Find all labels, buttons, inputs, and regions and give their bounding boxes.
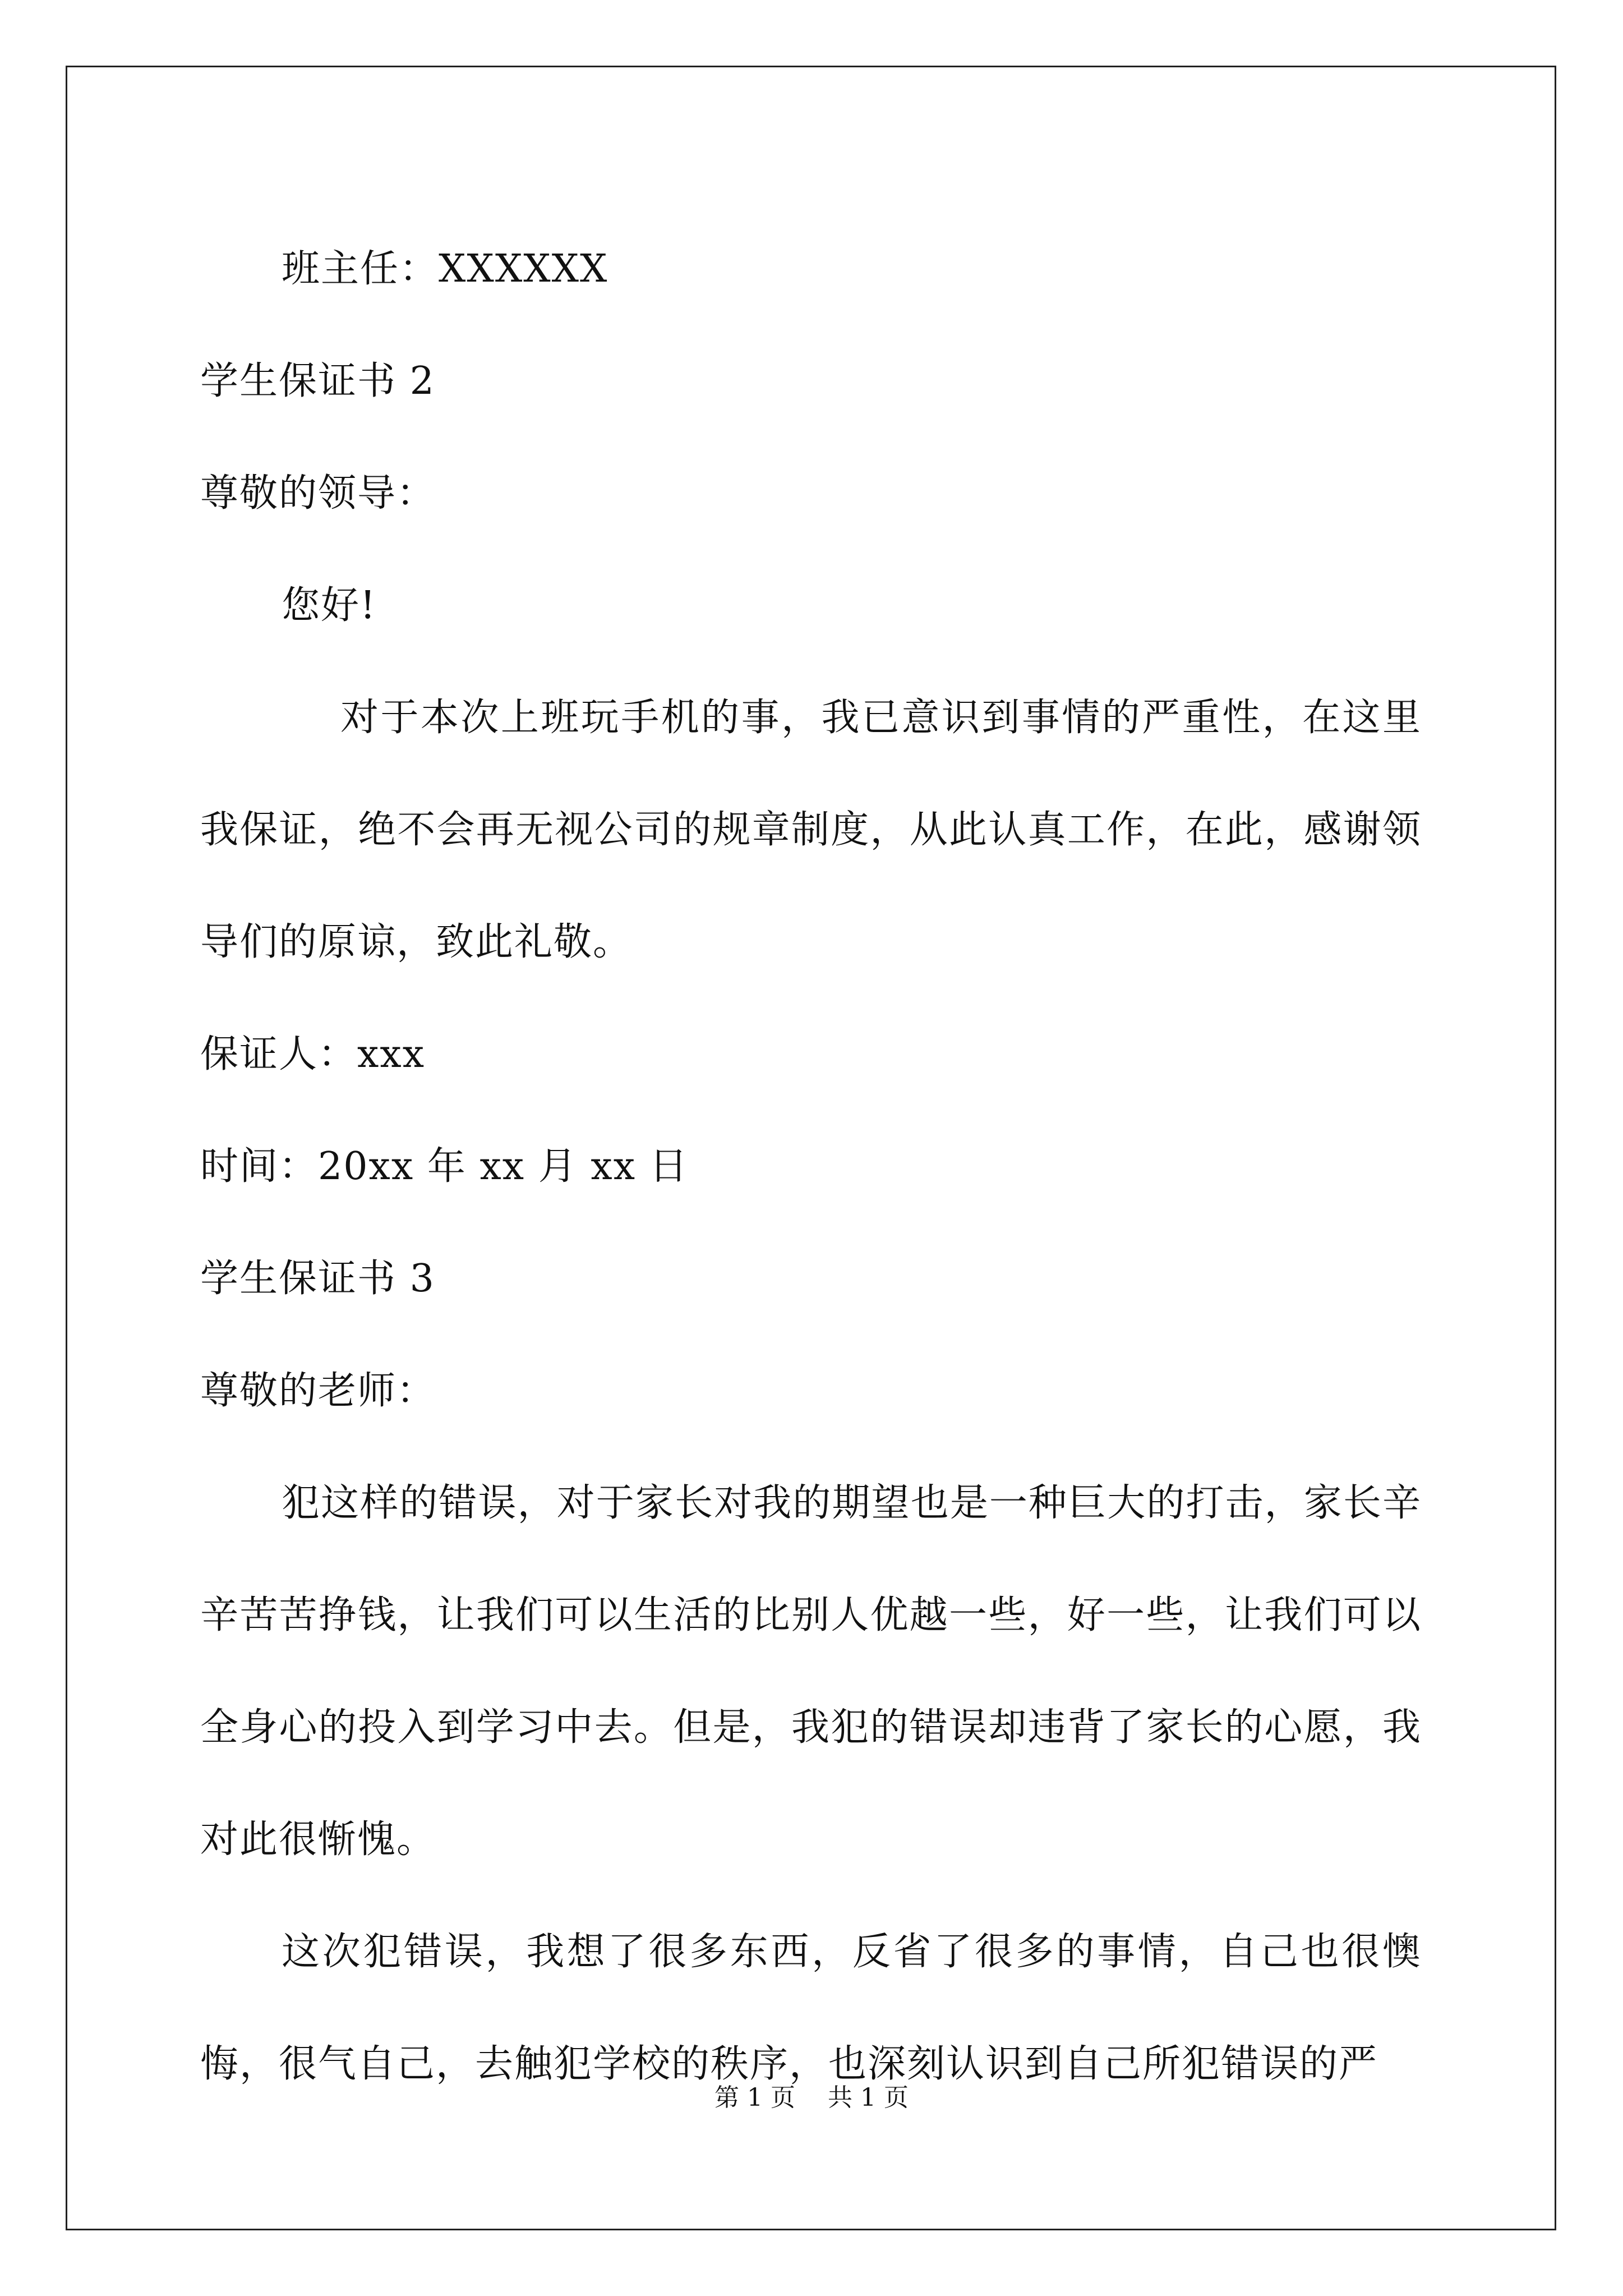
head-teacher-line: 班主任：XXXXXX <box>282 247 608 291</box>
salutation-leader: 尊敬的领导： <box>200 471 436 516</box>
paragraph-apology-work: 对于本次上班玩手机的事，我已意识到事情的严重性，在这里我保证，绝不会再无视公司的规章制度，从此认真工作，在此，感谢领导们的原谅，致此礼敬。 <box>200 696 1422 964</box>
section-title-2: 学生保证书 2 <box>200 359 435 403</box>
paragraph-parents: 犯这样的错误，对于家长对我的期望也是一种巨大的打击，家长辛辛苦苦挣钱，让我们可以生活的比别人优越一些，好一些，让我们可以全身心的投入到学习中去。但是，我犯的错误却违背了家长的心愿，我对此很惭愧。 <box>200 1481 1422 1862</box>
page-footer: 第 1 页 共 1 页 <box>714 2083 909 2112</box>
guarantor-line: 保证人：xxx <box>200 1032 426 1076</box>
salutation-teacher: 尊敬的老师： <box>200 1369 436 1413</box>
document-body <box>200 213 1422 2120</box>
paragraph-reflection: 这次犯错误，我想了很多东西，反省了很多的事情，自己也很懊悔，很气自己，去触犯学校的秩序，也深刻认识到自己所犯错误的严 <box>200 1930 1422 2086</box>
greeting: 您好! <box>282 583 377 628</box>
date-line: 时间：20xx 年 xx 月 xx 日 <box>200 1144 689 1189</box>
section-title-3: 学生保证书 3 <box>200 1257 435 1301</box>
